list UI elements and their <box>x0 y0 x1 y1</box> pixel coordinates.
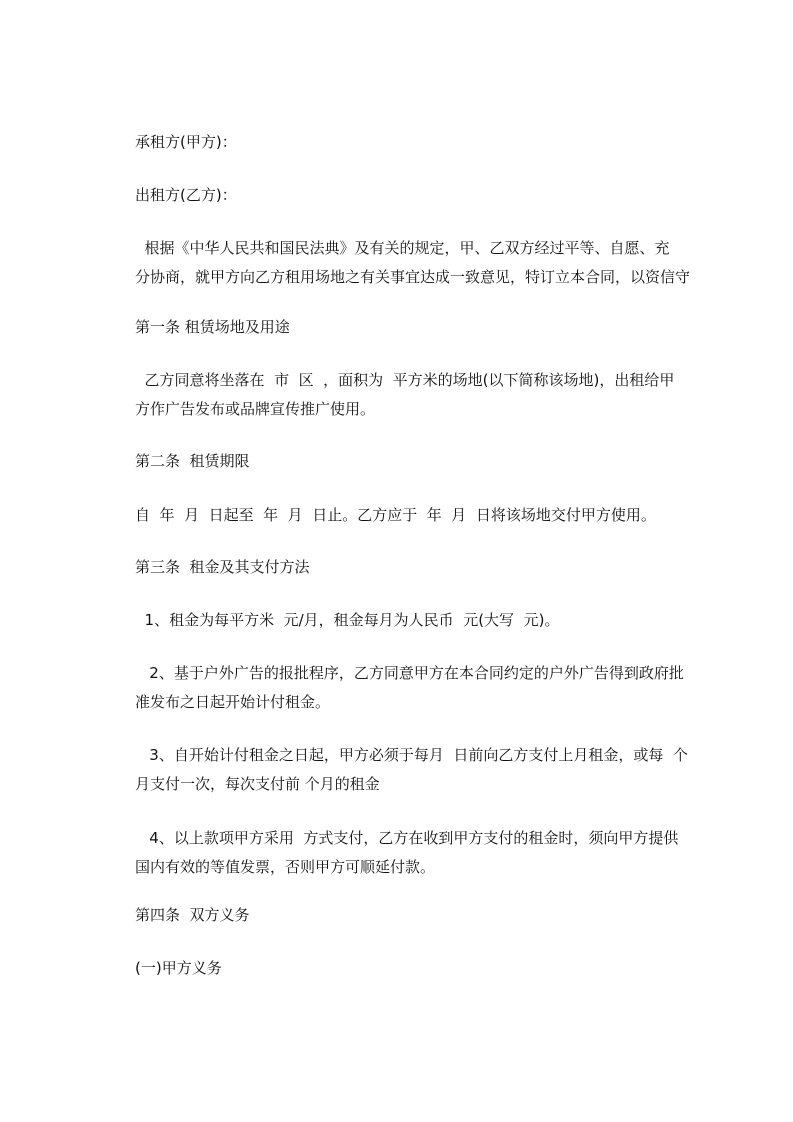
preamble-line-2: 分协商，就甲方向乙方租用场地之有关事宜达成一致意见，特订立本合同，以资信守 <box>135 268 691 286</box>
article-2-body: 自 年 月 日起至 年 月 日止。乙方应于 年 月 日将该场地交付甲方使用。 <box>135 506 656 524</box>
article-1-title: 第一条 租赁场地及用途 <box>135 318 290 336</box>
clause-4-line-1: 4、以上款项甲方采用 方式支付，乙方在收到甲方支付的租金时，须向甲方提供 <box>135 829 679 847</box>
article-1-line-2: 方作广告发布或品牌宣传推广使用。 <box>135 400 376 418</box>
preamble-paragraph <box>135 234 705 292</box>
clause-3-line-2: 月支付一次，每次支付前 个月的租金 <box>135 775 380 793</box>
article-4-subsection-1: (一)甲方义务 <box>135 959 222 977</box>
clause-3-line-1: 3、自开始计付租金之日起，甲方必须于每月 日前向乙方支付上月租金，或每 个 <box>135 746 688 764</box>
lessee-line: 承租方(甲方)： <box>135 133 237 151</box>
article-1-body <box>135 366 705 424</box>
preamble-line-1: 根据《中华人民共和国民法典》及有关的规定，甲、乙双方经过平等、自愿、充 <box>135 239 670 257</box>
lessor-line: 出租方(乙方)： <box>135 186 237 204</box>
clause-2-line-2: 准发布之日起开始计付租金。 <box>135 693 331 711</box>
article-3-clause-4 <box>135 824 705 882</box>
article-3-title: 第三条 租金及其支付方法 <box>135 558 310 576</box>
article-3-clause-1: 1、租金为每平方米 元/月，租金每月为人民币 元(大写 元)。 <box>135 611 560 629</box>
clause-4-line-2: 国内有效的等值发票，否则甲方可顺延付款。 <box>135 858 436 876</box>
article-3-clause-3 <box>135 741 705 799</box>
article-1-line-1: 乙方同意将坐落在 市 区 ，面积为 平方米的场地(以下简称该场地)，出租给甲 <box>135 371 675 389</box>
article-2-title: 第二条 租赁期限 <box>135 452 250 470</box>
article-4-title: 第四条 双方义务 <box>135 906 250 924</box>
clause-2-line-1: 2、基于户外广告的报批程序，乙方同意甲方在本合同约定的户外广告得到政府批 <box>135 664 684 682</box>
article-3-clause-2 <box>135 659 705 717</box>
